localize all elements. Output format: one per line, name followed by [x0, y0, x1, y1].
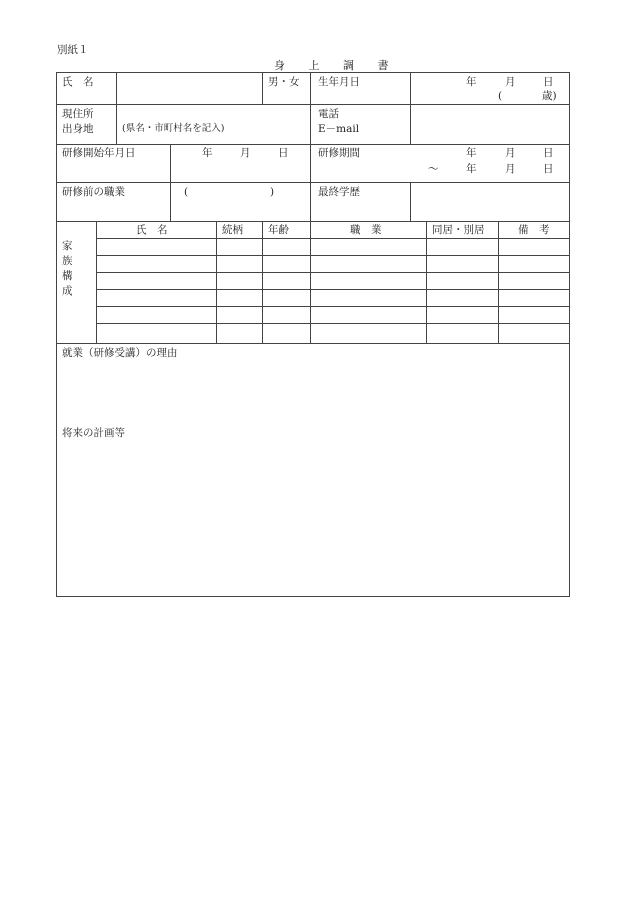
dob-day: 日: [543, 76, 554, 88]
r4-v1: [170, 182, 171, 222]
r1-v2: [262, 72, 263, 105]
fam-h3: [96, 272, 570, 273]
period-year-1: 年: [466, 147, 477, 159]
dob-month: 月: [505, 76, 516, 88]
email-label: E－mail: [318, 123, 360, 135]
r1-v1: [116, 72, 117, 105]
start-day: 日: [278, 147, 289, 159]
document-title: 身 上 調 書: [274, 59, 399, 72]
fam-h6: [96, 323, 570, 324]
row-sep-3: [56, 182, 570, 183]
start-date-label: 研修開始年月日: [62, 147, 136, 159]
attachment-label: 別紙１: [57, 44, 89, 56]
frame-bottom: [56, 596, 570, 597]
start-year: 年: [202, 147, 213, 159]
fam-v0: [96, 221, 97, 344]
r2-v1: [116, 104, 117, 145]
family-header-relation: 続柄: [222, 224, 243, 236]
reason-label: 就業（研修受講）の理由: [62, 347, 178, 359]
prior-job-paren-close: ): [270, 186, 275, 198]
phone-label: 電話: [318, 108, 339, 120]
prior-job-label: 研修前の職業: [62, 186, 125, 198]
fam-v1: [216, 221, 217, 344]
age-paren-open: (: [498, 90, 503, 102]
prior-job-paren-open: (: [184, 186, 189, 198]
period-day-2: 日: [543, 163, 554, 175]
r3-v2: [310, 144, 311, 183]
row-sep-4: [56, 221, 570, 222]
education-label: 最終学歴: [318, 186, 360, 198]
dob-label: 生年月日: [318, 76, 360, 88]
row-sep-5: [56, 343, 570, 344]
r4-v3: [410, 182, 411, 222]
family-header-job: 職 業: [350, 224, 382, 236]
frame-right: [569, 72, 570, 597]
name-label: 氏 名: [62, 76, 94, 88]
future-plan-label: 将来の計画等: [62, 427, 125, 439]
family-header-age: 年齢: [268, 224, 289, 236]
dob-year: 年: [466, 76, 477, 88]
frame-top: [56, 72, 570, 73]
family-header-cohabit: 同居・別居: [432, 224, 485, 236]
birthplace-label: 出身地: [62, 123, 94, 135]
period-day-1: 日: [543, 147, 554, 159]
period-year-2: 年: [466, 163, 477, 175]
fam-v2: [262, 221, 263, 344]
fam-h1: [96, 238, 570, 239]
family-header-remarks: 備 考: [518, 224, 550, 236]
period-month-1: 月: [505, 147, 516, 159]
family-header-name: 氏 名: [136, 224, 168, 236]
address-label: 現住所: [62, 108, 94, 120]
row-sep-2: [56, 144, 570, 145]
r1-v3: [310, 72, 311, 105]
fam-v5: [498, 221, 499, 344]
family-label-char-4: 成: [62, 285, 73, 297]
family-label-char-1: 家: [62, 240, 73, 252]
start-month: 月: [240, 147, 251, 159]
r1-v4: [410, 72, 411, 105]
period-label: 研修期間: [318, 147, 360, 159]
frame-left: [56, 72, 57, 597]
fam-h5: [96, 306, 570, 307]
period-month-2: 月: [505, 163, 516, 175]
fam-h2: [96, 255, 570, 256]
fam-v3: [310, 221, 311, 344]
fam-h4: [96, 289, 570, 290]
age-unit: 歳): [542, 90, 557, 102]
row-sep-1: [56, 104, 570, 105]
gender-select[interactable]: 男・女: [268, 76, 300, 88]
r3-v1: [170, 144, 171, 183]
family-label-char-3: 構: [62, 270, 73, 282]
address-note: (県名・市町村名を記入): [122, 123, 225, 134]
fam-v4: [426, 221, 427, 344]
family-label-char-2: 族: [62, 255, 73, 267]
r2-v3: [410, 104, 411, 145]
period-tilde: ～: [428, 163, 439, 175]
r4-v2: [310, 182, 311, 222]
r2-v2: [310, 104, 311, 145]
